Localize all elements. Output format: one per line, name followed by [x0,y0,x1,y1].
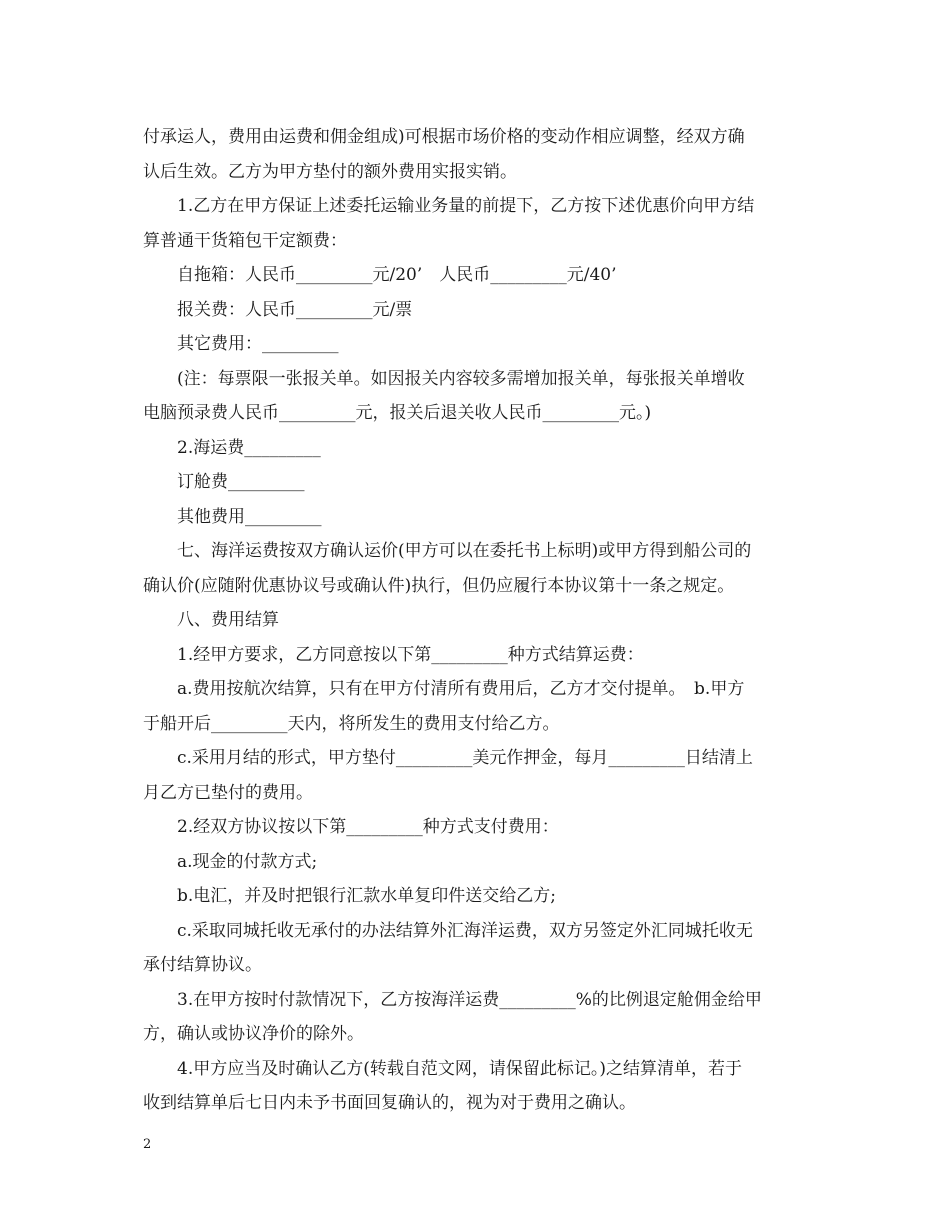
text-line: 1.经甲方要求，乙方同意按以下第_________种方式结算运费： [177,644,644,665]
text-line: 算普通干货箱包干定额费： [143,230,347,251]
text-line: 订舱费_________ [177,472,305,492]
text-line: 于船开后_________天内，将所发生的费用支付给乙方。 [143,713,560,734]
text-line: 确认价(应随附优惠协议号或确认件)执行，但仍应履行本协议第十一条之规定。 [143,575,735,596]
text-line: 八、费用结算 [177,610,279,630]
text-line: 1.乙方在甲方保证上述委托运输业务量的前提下，乙方按下述优惠价向甲方结 [177,196,755,216]
text-line: a.现金的付款方式; [177,851,318,872]
text-line: 自拖箱：人民币_________元/20’ 人民币_________元/40’ [177,265,617,285]
text-line: 其它费用：_________ [177,334,339,354]
text-line: (注：每票限一张报关单。如因报关内容较多需增加报关单，每张报关单增收 [177,368,745,389]
text-line: 报关费：人民币_________元/票 [177,299,413,320]
text-line: 2.经双方协议按以下第_________种方式支付费用： [177,817,559,837]
text-line: a.费用按航次结算，只有在甲方付清所有费用后，乙方才交付提单。 b.甲方 [177,679,745,699]
document-body [143,120,811,1121]
text-line: 2.海运费_________ [177,437,321,458]
text-line: 付承运人，费用由运费和佣金组成)可根据市场价格的变动作相应调整，经双方确 [143,127,745,147]
page-number: 2 [143,1137,152,1152]
text-line: c.采用月结的形式，甲方垫付_________美元作押金，每月_________日结清上 [177,748,753,768]
text-line: 其他费用_________ [177,506,322,527]
text-line: b.电汇，并及时把银行汇款水单复印件送交给乙方; [177,886,557,906]
text-line: 认后生效。乙方为甲方垫付的额外费用实报实销。 [143,161,517,182]
text-line: 七、海洋运费按双方确认运价(甲方可以在委托书上标明)或甲方得到船公司的 [177,541,752,561]
text-line: 电脑预录费人民币_________元，报关后退关收人民币_________元。) [143,403,652,423]
text-line: 方，确认或协议净价的除外。 [143,1024,364,1044]
text-line: 承付结算协议。 [143,955,262,975]
text-line: 4.甲方应当及时确认乙方(转载自范文网，请保留此标记。)之结算清单，若于 [177,1058,742,1079]
text-line: c.采取同城托收无承付的办法结算外汇海洋运费，双方另签定外汇同城托收无 [177,920,753,941]
text-line: 收到结算单后七日内未予书面回复确认的，视为对于费用之确认。 [143,1093,636,1113]
text-line: 3.在甲方按时付款情况下，乙方按海洋运费_________%的比例退定舱佣金给甲 [177,989,762,1010]
text-line: 月乙方已垫付的费用。 [143,782,313,803]
